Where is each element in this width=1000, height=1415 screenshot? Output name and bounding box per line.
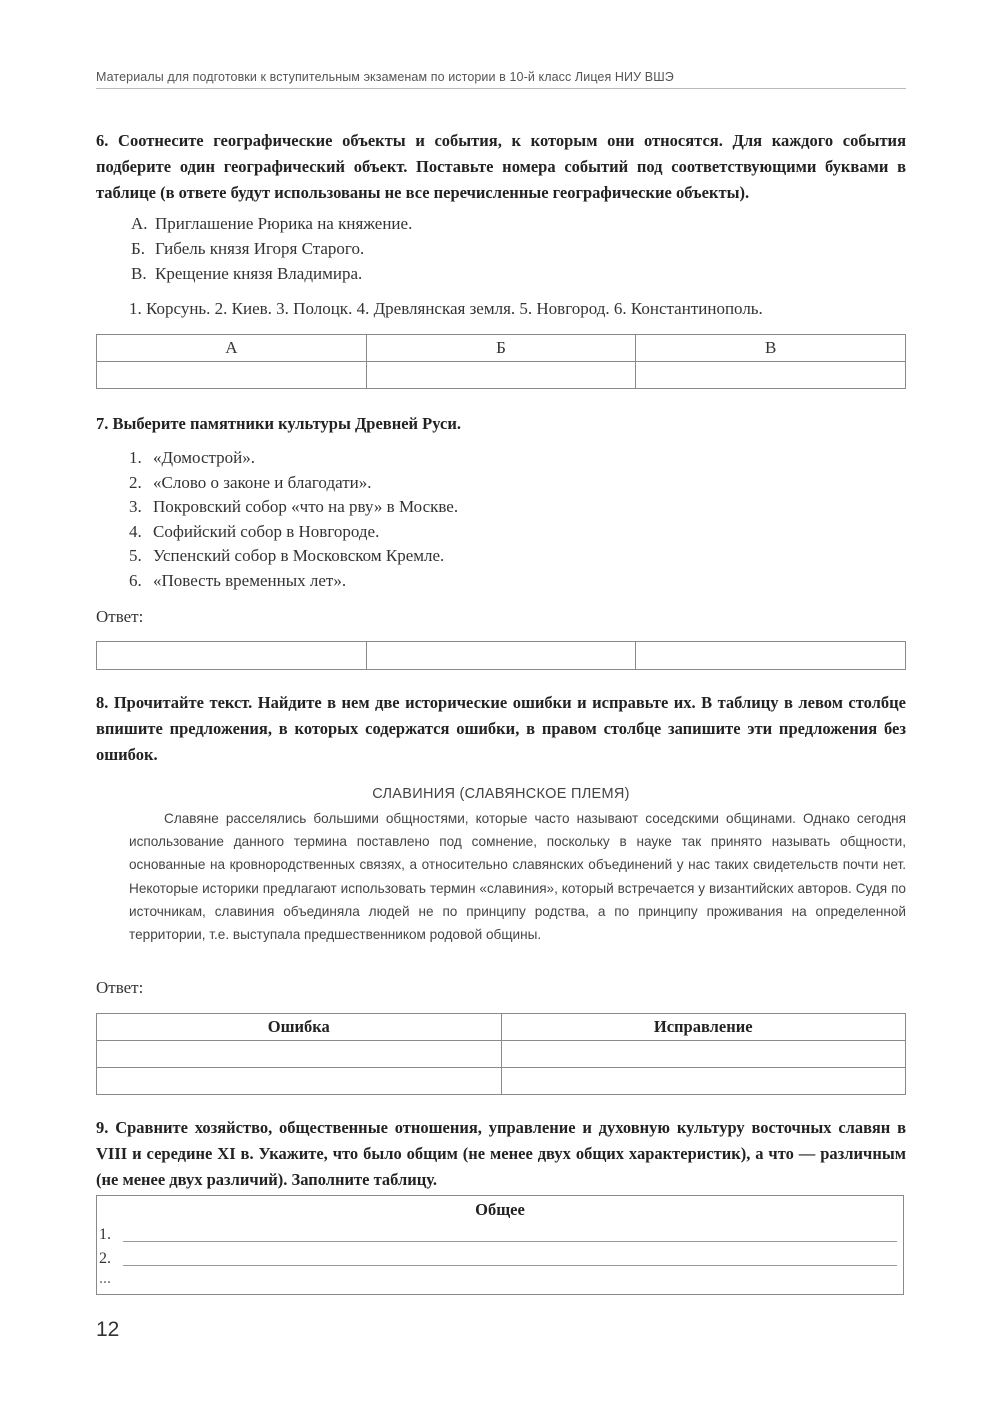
item-number: 4.	[129, 522, 142, 541]
item-text: Софийский собор в Новгороде.	[153, 522, 380, 541]
task6-event-a	[131, 214, 412, 234]
error-cell[interactable]	[97, 1041, 502, 1068]
task7-item	[129, 571, 346, 591]
task7-answer-label: Ответ:	[96, 607, 144, 626]
answer-cell-b[interactable]	[366, 362, 636, 389]
task8-title: 8. Прочитайте текст. Найдите в нем две исторические ошибки и исправьте их. В таблицу в левом столбце впишите предложения, в которых содержатся ошибки, в правом столбце запишите эти предложения без ошибок.	[96, 693, 906, 764]
table-header-b: Б	[366, 335, 636, 362]
answer-cell[interactable]	[366, 642, 636, 670]
column-header-correction: Исправление	[501, 1014, 906, 1041]
item-number: 6.	[129, 571, 142, 590]
task7-item	[129, 546, 444, 566]
box-title: Общее	[475, 1200, 525, 1219]
answer-line-2[interactable]	[123, 1265, 897, 1266]
answer-cell[interactable]	[636, 642, 906, 670]
task6-title: 6. Соотнесите географические объекты и события, к которым они относятся. Для каждого события подберите один географический объект. Поставьте номера событий под соответствующими буквами в таблице (в ответе будут использованы не все перечисленные географические объекты).	[96, 131, 906, 202]
task8-answer-table	[96, 1013, 906, 1095]
task6-objects: 1. Корсунь. 2. Киев. 3. Полоцк. 4. Древлянская земля. 5. Новгород. 6. Константинополь.	[129, 299, 763, 318]
table-header-c: В	[636, 335, 906, 362]
passage-title: СЛАВИНИЯ (СЛАВЯНСКОЕ ПЛЕМЯ)	[372, 786, 630, 802]
task7-title: 7. Выберите памятники культуры Древней Руси.	[96, 414, 461, 433]
error-cell[interactable]	[97, 1068, 502, 1095]
line-number: 2.	[99, 1250, 111, 1267]
event-letter: В.	[131, 264, 147, 283]
answer-cell-c[interactable]	[636, 362, 906, 389]
item-text: Покровский собор «что на рву» в Москве.	[153, 497, 459, 516]
common-features-box	[96, 1195, 904, 1295]
item-number: 5.	[129, 546, 142, 565]
event-text: Гибель князя Игоря Старого.	[155, 239, 365, 258]
task6-answer-table	[96, 334, 906, 389]
item-text: «Повесть временных лет».	[153, 571, 347, 590]
item-number: 2.	[129, 473, 142, 492]
answer-cell[interactable]	[97, 642, 367, 670]
header-divider	[96, 88, 906, 89]
task7-item	[129, 522, 379, 542]
task8-answer-label: Ответ:	[96, 978, 144, 997]
correction-cell[interactable]	[501, 1068, 906, 1095]
task6-event-b	[131, 239, 364, 259]
correction-cell[interactable]	[501, 1041, 906, 1068]
item-number: 1.	[129, 448, 142, 467]
event-letter: Б.	[131, 239, 146, 258]
passage-text: Славяне расселялись большими общностями, которые часто называют соседскими общинами. Однако сегодня использование данного термина поставлено под сомнение, поскольку в науке так принято называть общности, основанные на кровнородственных связях, а относительно славянских объединений у нас таких свидетельств почти нет. Некоторые историки предлагают использовать термин «славиния», который встречается у византийских авторов. Судя по источникам, славиния объединяла людей не по принципу родства, а по принципу проживания на определенной территории, т.е. выступала предшественником родовой общины.	[129, 811, 906, 943]
line-number: 1.	[99, 1226, 111, 1243]
task7-item	[129, 448, 255, 468]
event-text: Крещение князя Владимира.	[155, 264, 363, 283]
item-text: Успенский собор в Московском Кремле.	[153, 546, 445, 565]
task9-title: 9. Сравните хозяйство, общественные отношения, управление и духовную культуру восточных славян в VIII и середине XI в. Укажите, что было общим (не менее двух общих характеристик), а что — различным (не менее двух различий). Заполните таблицу.	[96, 1118, 906, 1189]
answer-cell-a[interactable]	[97, 362, 367, 389]
running-header: Материалы для подготовки к вступительным экзаменам по истории в 10-й класс Лицея НИУ ВШЭ	[96, 70, 674, 84]
task7-answer-table	[96, 641, 906, 670]
item-text: «Домострой».	[153, 448, 255, 467]
item-number: 3.	[129, 497, 142, 516]
column-header-error: Ошибка	[97, 1014, 502, 1041]
task7-item	[129, 497, 458, 517]
page-number: 12	[96, 1318, 120, 1341]
task6-event-c	[131, 264, 362, 284]
event-letter: А.	[131, 214, 148, 233]
task7-item	[129, 473, 371, 493]
item-text: «Слово о законе и благодати».	[153, 473, 372, 492]
event-text: Приглашение Рюрика на княжение.	[155, 214, 413, 233]
answer-line-1[interactable]	[123, 1241, 897, 1242]
table-header-a: А	[97, 335, 367, 362]
line-ellipsis: ...	[99, 1270, 111, 1287]
